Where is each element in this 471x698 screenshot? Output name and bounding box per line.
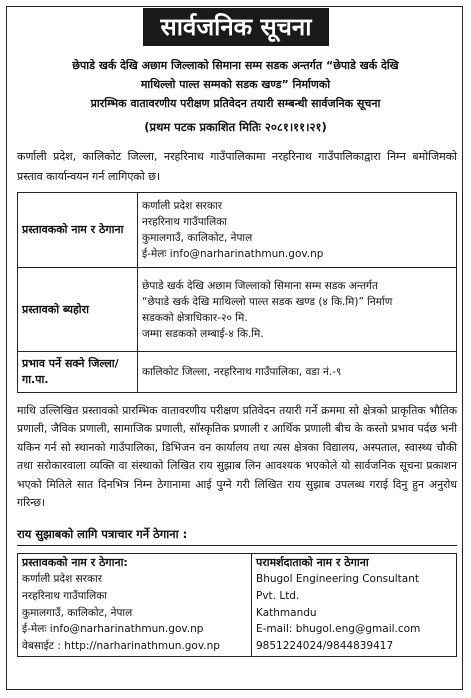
list-item: कर्णाली प्रदेश सरकार bbox=[142, 200, 223, 212]
table-row bbox=[18, 352, 457, 393]
subject-line: प्रारम्भिक वातावरणीय परीक्षण प्रतिवेदन तयारी सम्बन्धी सार्वजनिक सूचना bbox=[90, 97, 381, 110]
list-item: नरहरिनाथ गाउँपालिका bbox=[142, 216, 227, 228]
notice-title: सार्वजनिक सूचना bbox=[143, 8, 329, 46]
proposer-contact bbox=[18, 554, 252, 657]
list-item: जम्मा सडकको लम्बाई-४ कि.मि. bbox=[142, 327, 264, 340]
subject-line: माथिल्लो पाल्त सम्मको सडक खण्ड” निर्माणको bbox=[140, 78, 331, 91]
list-item: छेपाडे खर्क देखि अछाम जिल्लाको सिमाना सम्म सडक अन्तर्गत bbox=[142, 279, 378, 292]
list-item: कर्णाली प्रदेश सरकार bbox=[22, 573, 103, 585]
list-item: Kathmandu bbox=[256, 606, 317, 619]
detail-value bbox=[138, 268, 457, 352]
list-item: नरहरिनाथ गाउँपालिका bbox=[22, 589, 107, 602]
consultant-contact-header: परामर्शदाताको नाम र ठेगाना bbox=[256, 556, 369, 569]
proposer-contact-header: प्रस्तावकको नाम र ठेगाना: bbox=[22, 556, 128, 569]
list-item: Pvt. Ltd. bbox=[256, 589, 300, 602]
list-item: वेबसाईट : http://narharinathmun.gov.np bbox=[22, 640, 220, 653]
publish-date: (प्रथम पटक प्रकाशित मितिः २०८१।११।२१) bbox=[144, 120, 327, 134]
list-item: ई-मेलः info@narharinathmun.gov.np bbox=[22, 623, 204, 636]
intro-text: कर्णाली प्रदेश, कालिकोट जिल्ला, नरहरिनाथ गाउँपालिकामा नरहरिनाथ गाउँपालिकाद्वारा निम्न बमोजिमको प्रस्ताव कार्यान्वयन गर्न लागिएको छ। bbox=[17, 150, 457, 183]
list-item: 9851224024/9844839417 bbox=[256, 640, 394, 653]
list-item: सडकको क्षेत्राधिकार-२० मि. bbox=[142, 311, 248, 324]
impact-label: प्रभाव पर्ने सक्ने जिल्ला/गा.पा. bbox=[18, 352, 138, 393]
notice-subject bbox=[14, 56, 457, 113]
contact-heading: राय सुझाबको लागि पत्राचार गर्ने ठेगाना : bbox=[17, 527, 457, 546]
consultant-contact bbox=[252, 554, 457, 657]
proposer-label: प्रस्तावकको नाम र ठेगाना bbox=[18, 193, 138, 268]
body-paragraph: माथि उल्लिखित प्रस्तावको प्रारम्भिक वातावरणीय परीक्षण प्रतिवेदन तयारी गर्ने क्रममा सो क्षेत्रको प्राकृतिक भौतिक प्रणाली, जैविक प्रणाली, सामाजिक प्रणाली, साँस्कृतिक प्रणाली र आर्थिक प्रणाली बीच के कस्तो प्रभाव पर्दछ भनी यकिन गर्न सो स्थानको गाउँपालिका, डिभिजन वन कार्यालय तथा त्यस क्षेत्रका विद्यालय, अस्पताल, स्वास्थ्य चौकी तथा सरोकारवाला व्यक्ति वा संस्थाको लिखित राय सुझाब लिन आवश्यक भएकोले यो सार्वजनिक सूचना प्रकाशन भएको मितिले सात दिनभित्र निम्न ठेगानामा आई पुग्ने गरी लिखित राय सुझाब उपलब्ध गराई दिनु हुन अनुरोध गरिन्छ। bbox=[17, 404, 457, 510]
list-item: Bhugol Engineering Consultant bbox=[256, 573, 419, 585]
detail-label: प्रस्तावको ब्यहोरा bbox=[18, 268, 138, 352]
list-item: E-mail: bhugol.eng@gmail.com bbox=[256, 623, 421, 636]
list-item: “छेपाडे खर्क देखि माथिल्लो पाल्त सडक खण्ड (४ कि.मि)” निर्माण bbox=[142, 295, 393, 308]
impact-value: कालिकोट जिल्ला, नरहरिनाथ गाउँपालिका, वडा नं.-९ bbox=[138, 352, 457, 393]
proposer-value bbox=[138, 193, 457, 268]
list-item: कुमालगाउँ, कालिकोट, नेपाल bbox=[142, 232, 253, 244]
table-row bbox=[18, 193, 457, 268]
list-item: कुमालगाउँ, कालिकोट, नेपाल bbox=[22, 606, 133, 619]
list-item: ई-मेलः info@narharinathmun.gov.np bbox=[142, 248, 324, 260]
table-row bbox=[18, 554, 457, 657]
subject-line: छेपाडे खर्क देखि अछाम जिल्लाको सिमाना सम्म सडक अन्तर्गत “छेपाडे खर्क देखि bbox=[72, 59, 399, 72]
contact-table bbox=[17, 553, 457, 657]
proposal-info-table bbox=[17, 192, 457, 393]
table-row bbox=[18, 268, 457, 352]
